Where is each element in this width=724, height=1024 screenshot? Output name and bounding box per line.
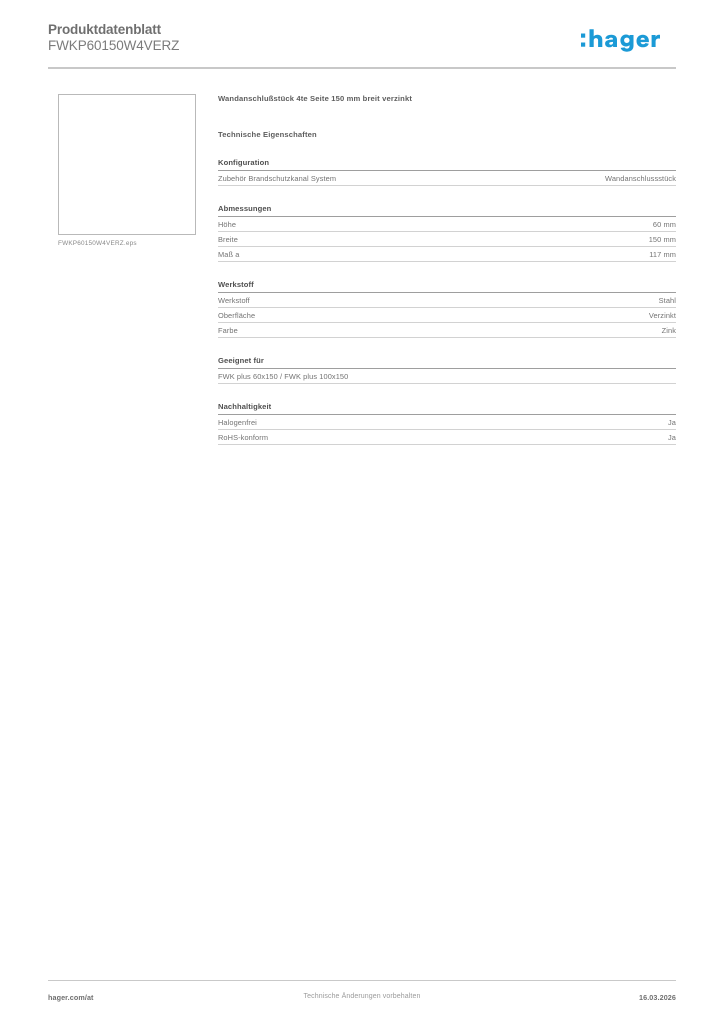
spec-section-title: Geeignet für <box>218 356 676 369</box>
spec-row <box>218 415 676 430</box>
spec-row-value: 117 mm <box>649 249 676 259</box>
spec-row-value: Wandanschlussstück <box>605 173 676 183</box>
spec-sections <box>218 158 676 445</box>
page-footer <box>48 993 676 1007</box>
header-divider <box>48 67 676 69</box>
spec-section-title: Werkstoff <box>218 280 676 293</box>
spec-row-value: 150 mm <box>648 234 676 244</box>
spec-row-value: Verzinkt <box>648 310 676 320</box>
spec-row-value: Stahl <box>658 295 676 305</box>
spec-section-title: Nachhaltigkeit <box>218 402 676 415</box>
spec-row <box>218 171 676 186</box>
spec-row <box>218 369 676 384</box>
spec-row-label: Höhe <box>218 219 237 229</box>
spec-row <box>218 430 676 445</box>
spec-section-title: Abmessungen <box>218 204 676 217</box>
spec-row-label: Halogenfrei <box>218 417 257 427</box>
spec-row <box>218 232 676 247</box>
specification-content <box>218 94 676 445</box>
product-image-column <box>58 94 198 247</box>
product-image <box>58 94 196 235</box>
spec-row-value: 60 mm <box>652 219 676 229</box>
page-header <box>48 22 676 68</box>
spec-row <box>218 323 676 338</box>
spec-row-value: Zink <box>661 325 676 335</box>
spec-row-label: Oberfläche <box>218 310 256 320</box>
product-image-caption: FWKP60150W4VERZ.eps <box>58 240 137 247</box>
spec-row-value: Ja <box>667 432 676 442</box>
spec-row-label: Zubehör Brandschutzkanal System <box>218 173 337 183</box>
spec-section <box>218 356 676 384</box>
spec-row <box>218 217 676 232</box>
spec-section <box>218 204 676 262</box>
spec-section <box>218 280 676 338</box>
product-reference: FWKP60150W4VERZ <box>48 38 180 53</box>
spec-section <box>218 158 676 186</box>
spec-row-label: Breite <box>218 234 238 244</box>
spec-row <box>218 308 676 323</box>
spec-row-label: Werkstoff <box>218 295 250 305</box>
spec-row-label: RoHS-konform <box>218 432 269 442</box>
footer-date: 16.03.2026 <box>639 993 676 1002</box>
hager-logo-icon <box>580 28 676 52</box>
header-titles <box>48 22 179 54</box>
spec-row-label: FWK plus 60x150 / FWK plus 100x150 <box>218 371 349 381</box>
spec-row-value: Ja <box>667 417 676 427</box>
hager-logo <box>580 27 676 53</box>
spec-section <box>218 402 676 445</box>
product-name: Wandanschlußstück 4te Seite 150 mm breit verzinkt <box>218 94 413 103</box>
spec-row-label: Farbe <box>218 325 238 335</box>
document-title: Produktdatenblatt <box>48 22 161 37</box>
spec-section-title: Konfiguration <box>218 158 676 171</box>
footer-website[interactable]: hager.com/at <box>48 993 94 1002</box>
footer-divider <box>48 980 676 981</box>
spec-row <box>218 293 676 308</box>
footer-disclaimer: Technische Änderungen vorbehalten <box>303 993 421 1000</box>
spec-row <box>218 247 676 262</box>
spec-row-label: Maß a <box>218 249 240 259</box>
technical-properties-heading: Technische Eigenschaften <box>218 130 317 139</box>
